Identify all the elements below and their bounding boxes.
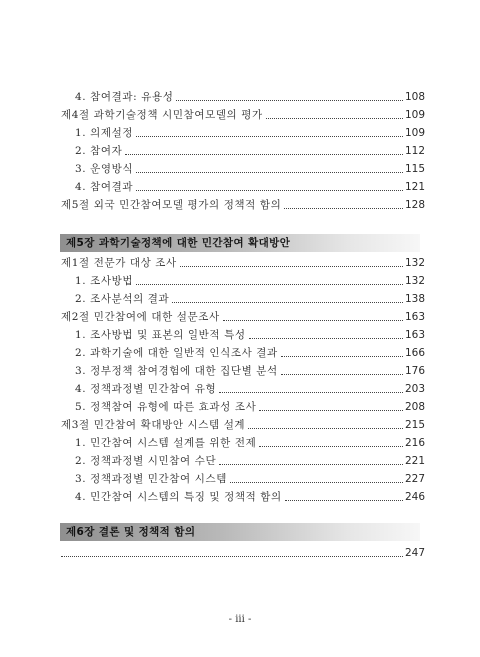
toc-entry-label: 4. 참여결과 bbox=[75, 181, 134, 193]
toc-leader-dots bbox=[266, 118, 403, 119]
page-number: - iii - bbox=[228, 614, 252, 625]
toc-leader-dots bbox=[61, 556, 403, 557]
toc-entry-label: 1. 조사방법 bbox=[75, 275, 134, 287]
toc-leader-dots bbox=[230, 482, 403, 483]
toc-leader-dots bbox=[248, 428, 403, 429]
toc-entry-page: 176 bbox=[404, 365, 425, 377]
toc-entry bbox=[75, 382, 425, 396]
toc-leader-dots bbox=[249, 338, 403, 339]
toc-entry-page: 138 bbox=[404, 293, 425, 305]
toc-entry bbox=[75, 274, 425, 288]
toc-leader-dots bbox=[136, 136, 403, 137]
toc-entry-page: 109 bbox=[404, 127, 425, 139]
toc-entry-page: 163 bbox=[404, 329, 425, 341]
toc-entry-label: 3. 정부정책 참여경험에 대한 집단별 분석 bbox=[75, 365, 278, 377]
toc-leader-dots bbox=[281, 374, 403, 375]
toc-entry-page: 216 bbox=[404, 437, 425, 449]
toc-entry-label: 1. 민간참여 시스템 설계를 위한 전제 bbox=[75, 437, 257, 449]
toc-entry bbox=[75, 364, 425, 378]
toc-entry bbox=[75, 490, 425, 504]
toc-entry-page: 112 bbox=[404, 145, 425, 157]
toc-leader-dots bbox=[259, 410, 403, 411]
toc-entry bbox=[61, 310, 425, 324]
toc-entry-label: 제4절 과학기술정책 시민참여모델의 평가 bbox=[61, 109, 263, 121]
toc-entry bbox=[75, 144, 425, 158]
toc-entry bbox=[75, 126, 425, 140]
toc-entry bbox=[75, 436, 425, 450]
toc-entry-label: 5. 정책참여 유형에 따른 효과성 조사 bbox=[75, 401, 257, 413]
toc-entry bbox=[61, 256, 425, 270]
toc-leader-dots bbox=[136, 190, 403, 191]
chapter-heading-bar bbox=[60, 523, 420, 541]
toc-entry-label: 제1절 전문가 대상 조사 bbox=[61, 257, 177, 269]
toc-leader-dots bbox=[281, 356, 403, 357]
toc-entry-label: 2. 조사분석의 결과 bbox=[75, 293, 170, 305]
toc-entry-page: 227 bbox=[404, 473, 425, 485]
toc-entry bbox=[75, 328, 425, 342]
toc-entry-page: 132 bbox=[404, 275, 425, 287]
toc-entry-label: 제2절 민간참여에 대한 설문조사 bbox=[61, 311, 220, 323]
toc-entry-page: 108 bbox=[404, 91, 425, 103]
toc-entry-page: 115 bbox=[404, 163, 425, 175]
toc-leader-dots bbox=[136, 172, 403, 173]
toc-leader-dots bbox=[285, 500, 403, 501]
toc-leader-dots bbox=[136, 284, 403, 285]
toc-entry-page: 132 bbox=[404, 257, 425, 269]
chapter-title: 제5장 과학기술정책에 대한 민간참여 확대방안 bbox=[66, 237, 291, 249]
toc-entry-label: 3. 정책과정별 민간참여 시스템 bbox=[75, 473, 227, 485]
toc-entry bbox=[61, 418, 425, 432]
toc-entry-label: 제3절 민간참여 확대방안 시스템 설계 bbox=[61, 419, 246, 431]
toc-entry bbox=[75, 162, 425, 176]
toc-leader-dots bbox=[259, 446, 403, 447]
chapter-title: 제6장 결론 및 정책적 함의 bbox=[66, 526, 196, 538]
toc-entry-page: 203 bbox=[404, 383, 425, 395]
toc-entry-label: 제5절 외국 민간참여모델 평가의 정책적 함의 bbox=[61, 199, 282, 211]
toc-entry-label: 2. 참여자 bbox=[75, 145, 123, 157]
toc-entry-label: 4. 참여결과: 유용성 bbox=[75, 91, 174, 103]
toc-entry-page: 215 bbox=[404, 419, 425, 431]
toc-leader-dots bbox=[284, 208, 403, 209]
toc-entry-label: 2. 정책과정별 시민참여 수단 bbox=[75, 455, 217, 467]
toc-leader-dots bbox=[180, 266, 403, 267]
toc-entry bbox=[75, 180, 425, 194]
toc-leader-dots bbox=[219, 392, 403, 393]
toc-leader-dots bbox=[219, 464, 403, 465]
toc-entry-page: 246 bbox=[404, 491, 425, 503]
toc-leader-dots bbox=[172, 302, 403, 303]
toc-entry-label: 1. 의제설정 bbox=[75, 127, 134, 139]
toc-entry bbox=[75, 346, 425, 360]
toc-entry bbox=[75, 472, 425, 486]
toc-entry bbox=[75, 90, 425, 104]
toc-entry bbox=[75, 454, 425, 468]
toc-entry bbox=[61, 198, 425, 212]
toc-entry-label: 4. 정책과정별 민간참여 유형 bbox=[75, 383, 217, 395]
toc-entry-page: 163 bbox=[404, 311, 425, 323]
toc-entry-label: 1. 조사방법 및 표본의 일반적 특성 bbox=[75, 329, 246, 341]
toc-entry bbox=[61, 108, 425, 122]
toc-entry-label: 3. 운영방식 bbox=[75, 163, 134, 175]
toc-entry-label: 4. 민간참여 시스템의 특징 및 정책적 함의 bbox=[75, 491, 282, 503]
toc-entry bbox=[61, 546, 425, 560]
toc-entry-page: 121 bbox=[404, 181, 425, 193]
chapter-heading-bar bbox=[60, 234, 420, 252]
toc-entry-page: 128 bbox=[404, 199, 425, 211]
toc-leader-dots bbox=[223, 320, 403, 321]
toc-entry bbox=[75, 400, 425, 414]
toc-entry-page: 247 bbox=[404, 547, 425, 559]
toc-entry-label: 2. 과학기술에 대한 일반적 인식조사 결과 bbox=[75, 347, 278, 359]
toc-leader-dots bbox=[176, 100, 403, 101]
toc-entry-page: 208 bbox=[404, 401, 425, 413]
toc-entry-page: 221 bbox=[404, 455, 425, 467]
toc-entry bbox=[75, 292, 425, 306]
toc-entry-page: 109 bbox=[404, 109, 425, 121]
toc-entry-page: 166 bbox=[404, 347, 425, 359]
toc-leader-dots bbox=[125, 154, 403, 155]
